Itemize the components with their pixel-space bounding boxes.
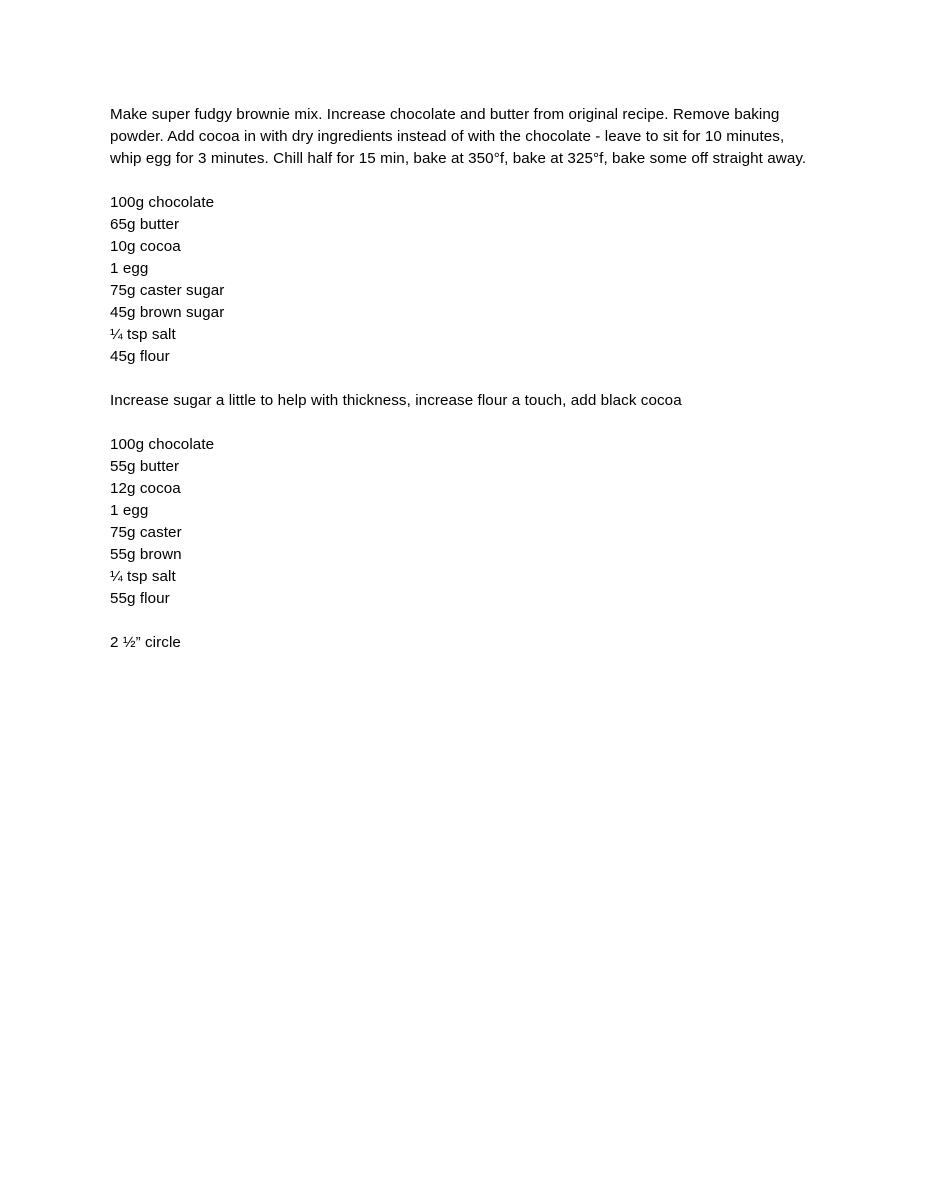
list-item: 10g cocoa <box>110 238 181 255</box>
list-item: 65g butter <box>110 216 180 233</box>
list-item: ¼ tsp salt <box>110 568 176 585</box>
list-item: 75g caster sugar <box>110 282 225 299</box>
list-item: 55g butter <box>110 458 180 475</box>
list-item: 12g cocoa <box>110 480 181 497</box>
list-item: 45g brown sugar <box>110 304 225 321</box>
list-item: 1 egg <box>110 502 149 519</box>
list-item: 55g brown <box>110 546 182 563</box>
list-item: 75g caster <box>110 524 182 541</box>
cutter-size-line: 2 ½” circle <box>110 634 181 651</box>
list-item: ¼ tsp salt <box>110 326 176 343</box>
list-item: 100g chocolate <box>110 194 215 211</box>
list-item: 1 egg <box>110 260 149 277</box>
intro-paragraph: Make super fudgy brownie mix. Increase chocolate and butter from original recipe. Remove baking powder. Add cocoa in with dry ingredients instead of with the chocolate - leave to sit for 10 minutes, whip egg for 3 minutes. Chill half for 15 min, bake at 350°f, bake at 325°f, bake some off straight away. <box>110 106 807 167</box>
ingredient-list-two <box>110 434 810 610</box>
list-item: 100g chocolate <box>110 436 215 453</box>
ingredient-list-one <box>110 192 810 368</box>
list-item: 55g flour <box>110 590 170 607</box>
document-text-body <box>110 104 810 654</box>
revision-note-paragraph: Increase sugar a little to help with thickness, increase flour a touch, add black cocoa <box>110 392 682 409</box>
list-item: 45g flour <box>110 348 170 365</box>
